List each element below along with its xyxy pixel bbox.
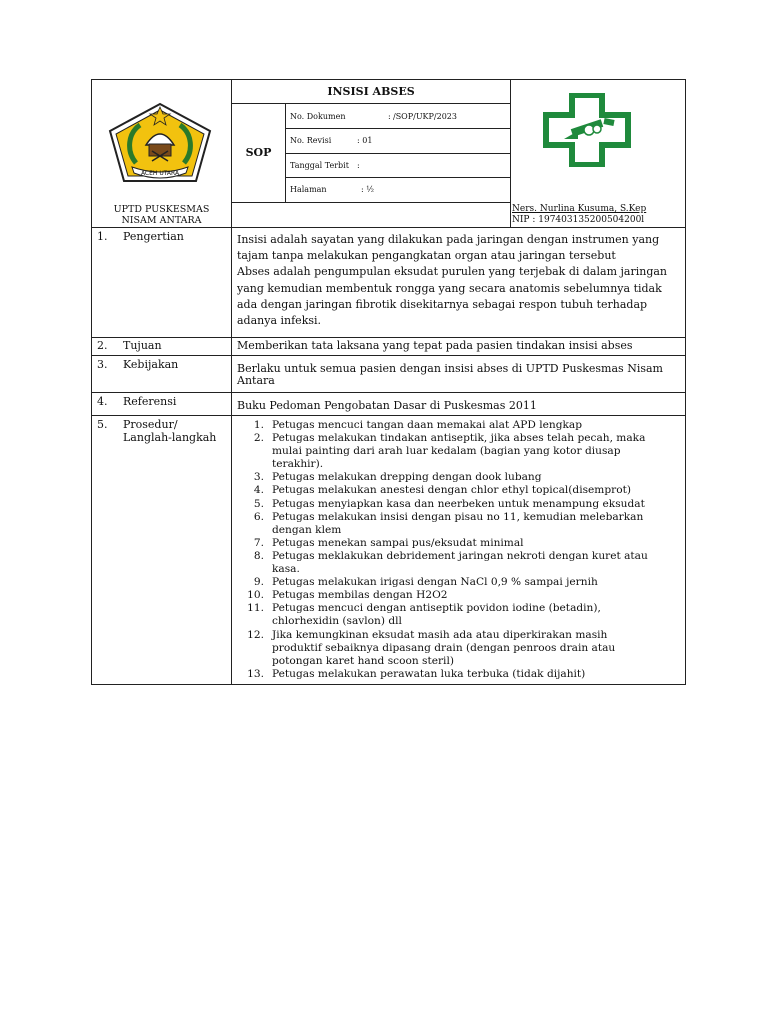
section-num-tujuan: 2. — [97, 339, 108, 352]
step-number: 8. — [253, 549, 264, 562]
step-number: 9. — [253, 576, 264, 589]
pengertian-line: Insisi adalah sayatan yang dilakukan pada jaringan dengan instrumen yang — [237, 233, 660, 246]
revision-value: : 01 — [357, 136, 373, 145]
puskesmas-logo — [542, 93, 632, 167]
frame-right — [685, 79, 686, 685]
step-line: Petugas membilas dengan H2O2 — [272, 589, 448, 602]
pengertian-line: yang kemudian membentuk rongga yang secara anatomis sebelumnya tidak — [237, 281, 662, 295]
step-line: chlorhexidin (savlon) dll — [272, 615, 402, 628]
step-number: 11. — [247, 602, 264, 615]
procedure-step — [236, 537, 682, 550]
step-line: produktif sebaiknya dipasang drain (dengan penroos drain atau — [272, 641, 616, 654]
step-number: 2. — [253, 432, 264, 445]
meta-row-line-3 — [285, 177, 511, 178]
section-label-kebijakan: Kebijakan — [123, 358, 179, 371]
org-name-line2: NISAM ANTARA — [121, 215, 202, 226]
step-number: 13. — [247, 667, 264, 680]
issue-date-label: Tanggal Terbit — [290, 161, 349, 170]
procedure-step — [236, 589, 682, 602]
frame-bottom — [91, 684, 686, 685]
frame-top — [91, 79, 686, 80]
step-line: Petugas menyiapkan kasa dan neerbeken untuk menampung eksudat — [272, 497, 645, 510]
header-bottom-line — [91, 227, 686, 228]
step-line: Petugas melakukan irigasi dengan NaCl 0,9 % sampai jernih — [272, 576, 598, 589]
step-line: Petugas mencuci tangan daan memakai alat APD lengkap — [272, 419, 583, 431]
meta-row-line-2 — [285, 153, 511, 154]
signer-nip: NIP : 197403135200504200l — [512, 215, 645, 225]
procedure-step — [236, 576, 682, 589]
procedure-step — [236, 511, 682, 537]
aceh-utara-logo — [106, 101, 214, 185]
tujuan-text: Memberikan tata laksana yang tepat pada pasien tindakan insisi abses — [237, 339, 633, 352]
issue-date-value: : — [357, 161, 360, 170]
step-line: Petugas melakukan tindakan antiseptik, jika abses telah pecah, maka — [272, 432, 646, 445]
pengertian-line: ada dengan jaringan fibrotik disekitarnya sebagai respon tubuh terhadap — [237, 297, 648, 311]
step-line: mulai painting dari arah luar kedalam (bagian yang kotor diusap — [272, 445, 621, 458]
step-line: Petugas melakukan anestesi dengan chlor ethyl topical(disemprot) — [272, 484, 631, 497]
doc-title: INSISI ABSES — [327, 85, 415, 98]
step-line: dengan klem — [272, 523, 342, 536]
header-mid-line — [231, 202, 511, 203]
kebijakan-line1: Berlaku untuk semua pasien dengan insisi abses di UPTD Puskesmas Nisam — [237, 362, 663, 375]
procedure-step — [236, 471, 682, 484]
frame-left — [91, 79, 92, 685]
org-name-line1: UPTD PUSKESMAS — [113, 204, 210, 215]
doc-number-value: /SOP/UKP/2023 — [393, 112, 457, 121]
pengertian-line: Abses adalah pengumpulan eksudat purulen yang terjebak di dalam jaringan — [237, 265, 668, 279]
doc-number-label: No. Dokumen — [290, 112, 346, 121]
step-line: kasa. — [272, 563, 300, 576]
step-number: 12. — [247, 628, 264, 641]
step-line: Jika kemungkinan eksudat masih ada atau diperkirakan masih — [272, 628, 608, 641]
procedure-step — [236, 550, 682, 576]
section-label-referensi: Referensi — [123, 395, 177, 408]
page-value: : ½ — [361, 185, 374, 194]
step-number: 1. — [253, 419, 264, 431]
procedure-steps — [236, 419, 682, 681]
page-label: Halaman — [290, 185, 327, 194]
step-number: 5. — [253, 497, 264, 510]
procedure-step — [236, 498, 682, 511]
sop-label: SOP — [245, 146, 272, 159]
row-sep-4 — [91, 415, 686, 416]
section-num-pengertian: 1. — [97, 230, 108, 243]
procedure-step — [236, 484, 682, 497]
step-line: Petugas mencuci dengan antiseptik povidon iodine (betadin), — [272, 602, 601, 615]
step-line: Petugas melakukan drepping dengan dook lubang — [272, 471, 542, 484]
meta-row-line-1 — [285, 128, 511, 129]
procedure-step — [236, 432, 682, 471]
section-num-kebijakan: 3. — [97, 358, 108, 371]
step-number: 6. — [253, 510, 264, 523]
section-label-pengertian: Pengertian — [123, 230, 184, 243]
doc-number-sep: : — [388, 112, 391, 121]
step-line: Petugas melakukan insisi dengan pisau no 11, kemudian melebarkan — [272, 510, 644, 523]
procedure-step — [236, 629, 682, 668]
step-number: 10. — [247, 589, 264, 602]
signer-name: Ners. Nurlina Kusuma, S.Kep — [512, 204, 647, 214]
section-num-prosedur: 5. — [97, 418, 108, 431]
referensi-text: Buku Pedoman Pengobatan Dasar di Puskesmas 2011 — [237, 399, 537, 412]
step-line: terakhir). — [272, 458, 324, 471]
title-underline — [231, 103, 511, 104]
procedure-step — [236, 668, 682, 681]
body-column-divider — [231, 227, 232, 685]
kebijakan-line2: Antara — [237, 374, 275, 387]
logo-banner-text: ACEH UTARA — [140, 170, 180, 177]
step-number: 7. — [253, 536, 264, 549]
procedure-step — [236, 419, 682, 432]
row-sep-2 — [91, 355, 686, 356]
pengertian-line: adanya infeksi. — [237, 314, 322, 328]
section-num-referensi: 4. — [97, 395, 108, 408]
step-line: Petugas meklakukan debridement jaringan nekroti dengan kuret atau — [272, 549, 648, 562]
row-sep-3 — [91, 392, 686, 393]
step-line: Petugas menekan sampai pus/eksudat minimal — [272, 536, 524, 549]
pengertian-text — [237, 232, 667, 329]
pengertian-line: tajam tanpa melakukan pengangkatan organ atau jaringan tersebut — [237, 249, 616, 263]
step-number: 4. — [253, 484, 264, 497]
procedure-step — [236, 602, 682, 628]
section-label-prosedur-1: Prosedur/ — [123, 418, 178, 431]
revision-label: No. Revisi — [290, 136, 332, 145]
step-line: Petugas melakukan perawatan luka terbuka (tidak dijahit) — [272, 667, 586, 680]
section-label-tujuan: Tujuan — [123, 339, 162, 352]
step-number: 3. — [253, 471, 264, 484]
section-label-prosedur-2: Langlah-langkah — [123, 431, 217, 444]
step-line: potongan karet hand scoon steril) — [272, 654, 454, 667]
